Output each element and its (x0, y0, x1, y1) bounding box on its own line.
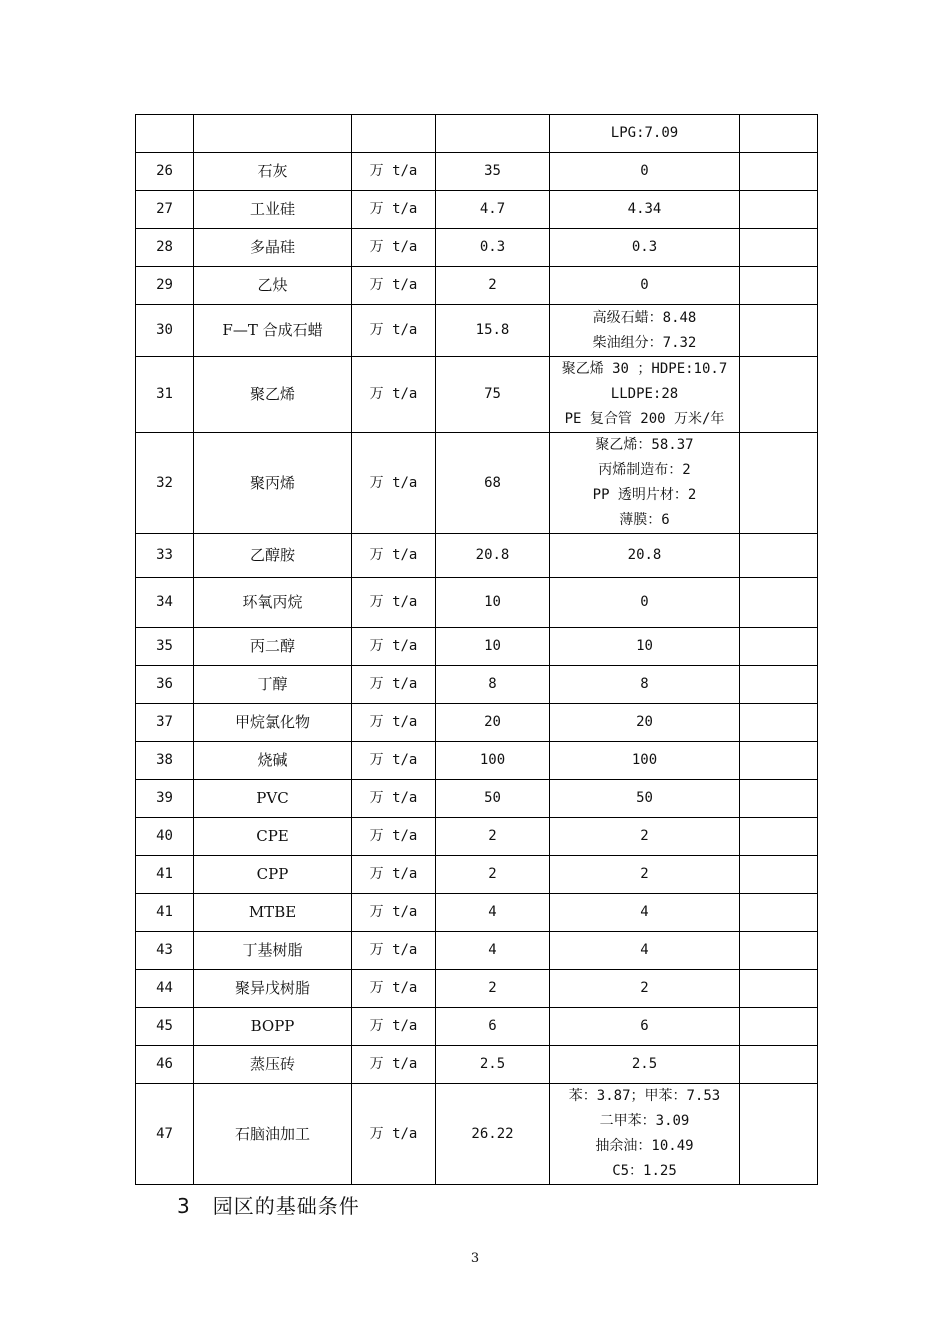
output-products-cell (550, 666, 740, 704)
table-row (136, 305, 818, 357)
unit-cell: 万 t/a (352, 229, 436, 267)
table-row (136, 534, 818, 578)
capacity-table-container (135, 114, 817, 1185)
note-cell (740, 932, 818, 970)
output-product-line: 2.5 (631, 1056, 658, 1072)
note-cell (740, 1008, 818, 1046)
table-row (136, 856, 818, 894)
output-product-line: 100 (631, 752, 658, 768)
capacity-cell: 4 (436, 894, 550, 932)
table-row (136, 578, 818, 628)
unit-cell: 万 t/a (352, 856, 436, 894)
output-product-line: C5：1.25 (612, 1163, 677, 1179)
note-cell (740, 780, 818, 818)
output-products-cell (550, 115, 740, 153)
note-cell (740, 742, 818, 780)
note-cell (740, 578, 818, 628)
unit-cell: 万 t/a (352, 932, 436, 970)
output-products-cell (550, 856, 740, 894)
unit-cell: 万 t/a (352, 1046, 436, 1084)
output-products-cell (550, 818, 740, 856)
output-product-line: 4.34 (627, 201, 662, 217)
row-number-cell: 27 (136, 191, 194, 229)
section-number: 3 (177, 1194, 191, 1218)
output-products-cell (550, 704, 740, 742)
capacity-cell: 2 (436, 970, 550, 1008)
section-heading (177, 1190, 360, 1219)
output-products-cell (550, 894, 740, 932)
capacity-cell: 20.8 (436, 534, 550, 578)
output-product-line: 0 (640, 277, 649, 293)
product-name-cell: 烧碱 (194, 742, 352, 780)
product-name-cell (194, 115, 352, 153)
output-products-cell (550, 305, 740, 357)
output-product-line: 20 (636, 714, 653, 730)
row-number-cell: 44 (136, 970, 194, 1008)
table-row (136, 153, 818, 191)
unit-cell: 万 t/a (352, 628, 436, 666)
note-cell (740, 970, 818, 1008)
capacity-cell: 75 (436, 357, 550, 433)
table-row (136, 1008, 818, 1046)
unit-cell: 万 t/a (352, 666, 436, 704)
note-cell (740, 1084, 818, 1185)
unit-cell: 万 t/a (352, 780, 436, 818)
table-row (136, 357, 818, 433)
row-number-cell: 37 (136, 704, 194, 742)
unit-cell (352, 115, 436, 153)
table-row (136, 115, 818, 153)
output-product-line: 8 (640, 676, 649, 692)
table-row (136, 742, 818, 780)
row-number-cell: 40 (136, 818, 194, 856)
capacity-cell: 10 (436, 578, 550, 628)
unit-cell: 万 t/a (352, 742, 436, 780)
table-row (136, 433, 818, 534)
output-products-cell (550, 267, 740, 305)
output-product-line: 丙烯制造布：2 (598, 462, 691, 478)
unit-cell: 万 t/a (352, 305, 436, 357)
product-name-cell: 丙二醇 (194, 628, 352, 666)
capacity-cell: 0.3 (436, 229, 550, 267)
output-products-cell (550, 357, 740, 433)
row-number-cell: 46 (136, 1046, 194, 1084)
output-products-cell (550, 628, 740, 666)
output-product-line: 2 (640, 828, 649, 844)
product-name-cell: 丁醇 (194, 666, 352, 704)
note-cell (740, 534, 818, 578)
row-number-cell: 45 (136, 1008, 194, 1046)
note-cell (740, 628, 818, 666)
table-row (136, 818, 818, 856)
product-name-cell: 丁基树脂 (194, 932, 352, 970)
product-name-cell: 聚异戊树脂 (194, 970, 352, 1008)
table-row (136, 191, 818, 229)
row-number-cell: 28 (136, 229, 194, 267)
capacity-cell: 50 (436, 780, 550, 818)
output-products-cell (550, 1046, 740, 1084)
product-name-cell: PVC (194, 780, 352, 818)
table-row (136, 1046, 818, 1084)
output-product-line: 6 (640, 1018, 649, 1034)
output-products-cell (550, 932, 740, 970)
note-cell (740, 357, 818, 433)
table-row (136, 666, 818, 704)
output-products-cell (550, 229, 740, 267)
table-row (136, 229, 818, 267)
product-name-cell: 聚乙烯 (194, 357, 352, 433)
output-product-line: 柴油组分：7.32 (592, 334, 697, 351)
row-number-cell: 36 (136, 666, 194, 704)
unit-cell: 万 t/a (352, 818, 436, 856)
unit-cell: 万 t/a (352, 1008, 436, 1046)
output-product-line: 高级石蜡：8.48 (592, 309, 697, 326)
output-product-line: 二甲苯：3.09 (599, 1113, 690, 1129)
output-product-line: LPG:7.09 (610, 125, 679, 141)
output-product-line: 聚乙烯 30 ；HDPE:10.7 (561, 361, 728, 377)
unit-cell: 万 t/a (352, 578, 436, 628)
output-product-line: 4 (640, 904, 649, 920)
product-name-cell: 石灰 (194, 153, 352, 191)
table-row (136, 970, 818, 1008)
product-name-cell: CPP (194, 856, 352, 894)
capacity-table-body (136, 115, 818, 1185)
row-number-cell: 35 (136, 628, 194, 666)
row-number-cell: 41 (136, 894, 194, 932)
row-number-cell: 26 (136, 153, 194, 191)
product-name-cell: 环氧丙烷 (194, 578, 352, 628)
output-product-line: LLDPE:28 (610, 386, 679, 402)
output-product-line: 聚乙烯：58.37 (595, 437, 694, 453)
note-cell (740, 153, 818, 191)
row-number-cell: 34 (136, 578, 194, 628)
product-name-cell: 多晶硅 (194, 229, 352, 267)
capacity-cell: 20 (436, 704, 550, 742)
output-product-line: 抽余油：10.49 (595, 1138, 694, 1154)
unit-cell: 万 t/a (352, 970, 436, 1008)
note-cell (740, 894, 818, 932)
output-products-cell (550, 153, 740, 191)
capacity-cell: 15.8 (436, 305, 550, 357)
unit-cell: 万 t/a (352, 1084, 436, 1185)
note-cell (740, 856, 818, 894)
capacity-cell: 68 (436, 433, 550, 534)
row-number-cell: 38 (136, 742, 194, 780)
unit-cell: 万 t/a (352, 267, 436, 305)
row-number-cell: 41 (136, 856, 194, 894)
capacity-cell: 2 (436, 856, 550, 894)
capacity-cell: 26.22 (436, 1084, 550, 1185)
row-number-cell: 30 (136, 305, 194, 357)
row-number-cell: 43 (136, 932, 194, 970)
output-product-line: PP 透明片材：2 (592, 487, 697, 503)
output-product-line: 50 (636, 790, 653, 806)
unit-cell: 万 t/a (352, 534, 436, 578)
unit-cell: 万 t/a (352, 894, 436, 932)
capacity-table (135, 114, 818, 1185)
output-product-line: 20.8 (627, 547, 662, 563)
capacity-cell: 4.7 (436, 191, 550, 229)
table-row (136, 267, 818, 305)
row-number-cell: 39 (136, 780, 194, 818)
product-name-cell: 乙炔 (194, 267, 352, 305)
table-row (136, 628, 818, 666)
table-row (136, 894, 818, 932)
table-row (136, 780, 818, 818)
output-product-line: 0.3 (631, 239, 658, 255)
output-product-line: 10 (636, 638, 653, 654)
row-number-cell (136, 115, 194, 153)
output-products-cell (550, 534, 740, 578)
product-name-cell: 石脑油加工 (194, 1084, 352, 1185)
output-products-cell (550, 742, 740, 780)
output-product-line: 2 (640, 866, 649, 882)
capacity-cell: 8 (436, 666, 550, 704)
capacity-cell: 6 (436, 1008, 550, 1046)
note-cell (740, 305, 818, 357)
note-cell (740, 704, 818, 742)
capacity-cell (436, 115, 550, 153)
table-row (136, 1084, 818, 1185)
output-product-line: 苯：3.87；甲苯：7.53 (568, 1088, 721, 1104)
note-cell (740, 191, 818, 229)
product-name-cell: 蒸压砖 (194, 1046, 352, 1084)
row-number-cell: 33 (136, 534, 194, 578)
output-products-cell (550, 1084, 740, 1185)
unit-cell: 万 t/a (352, 191, 436, 229)
output-products-cell (550, 433, 740, 534)
note-cell (740, 818, 818, 856)
page-number: 3 (470, 1251, 480, 1266)
note-cell (740, 229, 818, 267)
note-cell (740, 666, 818, 704)
product-name-cell: F—T 合成石蜡 (194, 305, 352, 357)
capacity-cell: 10 (436, 628, 550, 666)
output-product-line: 4 (640, 942, 649, 958)
table-row (136, 704, 818, 742)
output-product-line: 2 (640, 980, 649, 996)
product-name-cell: BOPP (194, 1008, 352, 1046)
capacity-cell: 35 (436, 153, 550, 191)
output-products-cell (550, 191, 740, 229)
output-products-cell (550, 578, 740, 628)
output-product-line: 0 (640, 594, 649, 610)
note-cell (740, 1046, 818, 1084)
output-product-line: 0 (640, 163, 649, 179)
unit-cell: 万 t/a (352, 433, 436, 534)
row-number-cell: 32 (136, 433, 194, 534)
output-products-cell (550, 970, 740, 1008)
product-name-cell: 工业硅 (194, 191, 352, 229)
note-cell (740, 267, 818, 305)
unit-cell: 万 t/a (352, 357, 436, 433)
product-name-cell: MTBE (194, 894, 352, 932)
row-number-cell: 29 (136, 267, 194, 305)
capacity-cell: 2 (436, 818, 550, 856)
product-name-cell: 甲烷氯化物 (194, 704, 352, 742)
output-products-cell (550, 1008, 740, 1046)
unit-cell: 万 t/a (352, 704, 436, 742)
section-title: 园区的基础条件 (212, 1194, 360, 1218)
output-products-cell (550, 780, 740, 818)
product-name-cell: CPE (194, 818, 352, 856)
product-name-cell: 乙醇胺 (194, 534, 352, 578)
row-number-cell: 31 (136, 357, 194, 433)
unit-cell: 万 t/a (352, 153, 436, 191)
note-cell (740, 115, 818, 153)
output-product-line: PE 复合管 200 万米/年 (564, 411, 725, 427)
capacity-cell: 2.5 (436, 1046, 550, 1084)
row-number-cell: 47 (136, 1084, 194, 1185)
capacity-cell: 2 (436, 267, 550, 305)
note-cell (740, 433, 818, 534)
output-product-line: 薄膜：6 (619, 512, 670, 528)
capacity-cell: 100 (436, 742, 550, 780)
capacity-cell: 4 (436, 932, 550, 970)
table-row (136, 932, 818, 970)
product-name-cell: 聚丙烯 (194, 433, 352, 534)
